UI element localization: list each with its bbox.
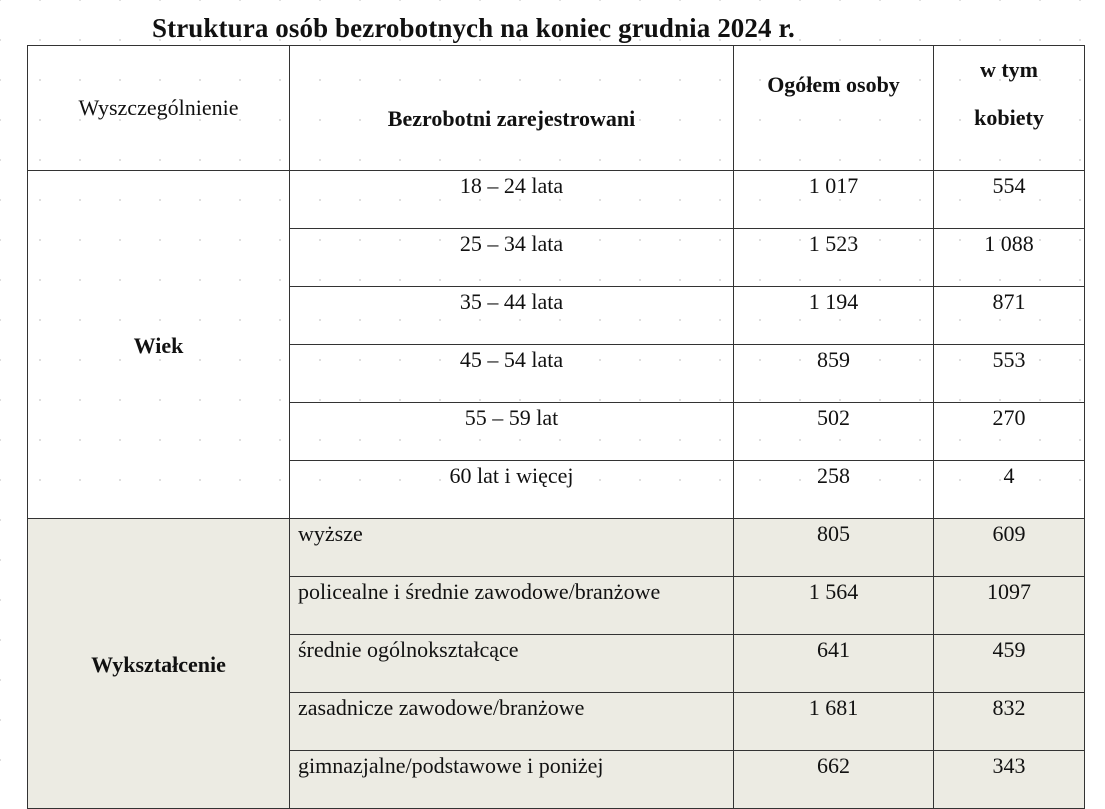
cell-women: 553 (934, 345, 1085, 403)
table-row (28, 171, 1085, 229)
cell-women: 4 (934, 461, 1085, 519)
cell-total: 1 523 (734, 229, 934, 287)
row-label: wyższe (290, 519, 734, 577)
cell-total: 1 194 (734, 287, 934, 345)
group-label-education: Wykształcenie (28, 519, 290, 809)
cell-women: 832 (934, 693, 1085, 751)
group-label-age: Wiek (28, 171, 290, 519)
cell-total: 805 (734, 519, 934, 577)
cell-women: 459 (934, 635, 1085, 693)
header-group: Wyszczególnienie (28, 46, 290, 171)
cell-women: 1 088 (934, 229, 1085, 287)
cell-women: 554 (934, 171, 1085, 229)
cell-total: 1 681 (734, 693, 934, 751)
row-label: 45 – 54 lata (290, 345, 734, 403)
cell-total: 1 564 (734, 577, 934, 635)
cell-women: 609 (934, 519, 1085, 577)
cell-women: 270 (934, 403, 1085, 461)
cell-total: 502 (734, 403, 934, 461)
row-label: średnie ogólnokształcące (290, 635, 734, 693)
table-header-row (28, 46, 1085, 171)
row-label: gimnazjalne/podstawowe i poniżej (290, 751, 734, 809)
header-women-line1: w tym (979, 57, 1039, 82)
row-label: 60 lat i więcej (290, 461, 734, 519)
cell-women: 1097 (934, 577, 1085, 635)
row-label: 25 – 34 lata (290, 229, 734, 287)
row-label: 35 – 44 lata (290, 287, 734, 345)
cell-total: 258 (734, 461, 934, 519)
page-title: Struktura osób bezrobotnych na koniec grudnia 2024 r. (152, 13, 795, 43)
row-label: 18 – 24 lata (290, 171, 734, 229)
row-label: zasadnicze zawodowe/branżowe (290, 693, 734, 751)
cell-total: 662 (734, 751, 934, 809)
unemployment-structure-table (27, 45, 1085, 809)
header-category: Bezrobotni zarejestrowani (290, 46, 734, 171)
row-label: policealne i średnie zawodowe/branżowe (290, 577, 734, 635)
table-row (28, 519, 1085, 577)
header-total: Ogółem osoby (734, 46, 934, 171)
cell-women: 871 (934, 287, 1085, 345)
cell-total: 859 (734, 345, 934, 403)
header-women-line2: kobiety (974, 105, 1044, 130)
cell-women: 343 (934, 751, 1085, 809)
header-women (934, 46, 1085, 171)
row-label: 55 – 59 lat (290, 403, 734, 461)
cell-total: 641 (734, 635, 934, 693)
cell-total: 1 017 (734, 171, 934, 229)
